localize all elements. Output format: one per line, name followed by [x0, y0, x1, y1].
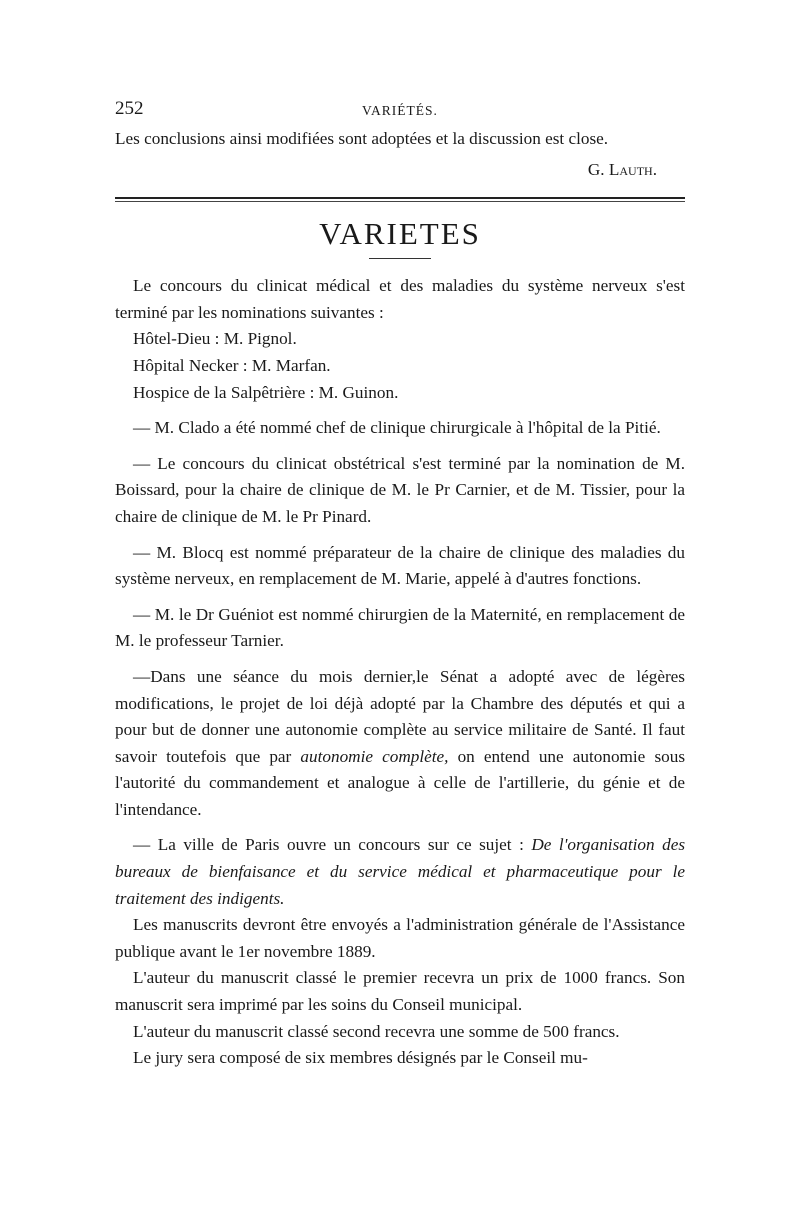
book-page [115, 96, 685, 1072]
nomination-item: Hospice de la Salpêtrière : M. Guinon. [133, 382, 399, 402]
paragraph-blocq: — M. Blocq est nommé préparateur de la chaire de clinique des maladies du système nerveux, en remplacement de M. Marie, appelé à d'autres fonctions. [115, 542, 685, 589]
paragraph-clinicat-obstetrical: — Le concours du clinicat obstétrical s'est terminé par la nomination de M. Boissard, pour la chaire de clinique de M. le Pr Carnier, et de M. Tissier, pour la chaire de clinique de M. le Pr Pinard. [115, 453, 685, 526]
paragraph-gueniot: — M. le Dr Guéniot est nommé chirurgien de la Maternité, en remplacement de M. le professeur Tarnier. [115, 604, 685, 651]
nominations-list [115, 326, 685, 406]
page-number: 252 [115, 98, 144, 119]
paragraph-second-prix: L'auteur du manuscrit classé second recevra une somme de 500 francs. [133, 1021, 620, 1041]
paragraph-premier-prix: L'auteur du manuscrit classé le premier recevra un prix de 1000 francs. Son manuscrit sera imprimé par les soins du Conseil municipal. [115, 968, 685, 1015]
concours-text-start: — La ville de Paris ouvre un concours sur ce sujet : [133, 835, 532, 855]
divider-thick-rule [115, 197, 685, 199]
divider-thin-rule [115, 201, 685, 202]
senat-text-start: —Dans une séance du mois dernier,le Sénat a adopté avec de légères modifications, le projet de loi déjà adopté par la Chambre des députés et qui a pour but de donner une autonomie complète au service militaire de Santé. Il faut savoir toutefois que par [115, 666, 685, 766]
title-underline [369, 258, 431, 259]
section-title: VARIETES [319, 216, 481, 252]
concours-subject: De l'organisation des bureaux de bienfaisance et du service médical et pharmaceutique pour le traitement des indigents. [115, 835, 686, 908]
nomination-item: Hôpital Necker : M. Marfan. [133, 355, 331, 375]
running-title: VARIÉTÉS. [362, 103, 438, 118]
senat-italic-phrase: autonomie complète, [300, 746, 449, 766]
section-divider [115, 197, 685, 202]
paragraph-clado: — M. Clado a été nommé chef de clinique chirurgicale à l'hôpital de la Pitié. [133, 418, 661, 438]
paragraph-jury: Le jury sera composé de six membres désignés par le Conseil mu- [133, 1048, 588, 1068]
paragraph-manuscrits: Les manuscrits devront être envoyés a l'administration générale de l'Assistance publique avant le 1er novembre 1889. [115, 915, 685, 961]
paragraph-senat [115, 664, 685, 824]
paragraph-concours-paris [115, 832, 685, 912]
paragraph-clinicat-medical: Le concours du clinicat médical et des maladies du système nerveux s'est terminé par les nominations suivantes : [115, 276, 685, 322]
author-signature: G. Lauth. [587, 159, 657, 179]
running-head [115, 96, 685, 126]
senat-text-end: on entend une autonomie sous l'autorité du commandement et analogue à celle de l'artillerie, du génie et de l'intendance. [115, 746, 686, 819]
previous-article-closing-text: Les conclusions ainsi modifiées sont adoptées et la discussion est close. [115, 129, 609, 148]
nomination-item: Hôtel-Dieu : M. Pignol. [133, 329, 297, 349]
